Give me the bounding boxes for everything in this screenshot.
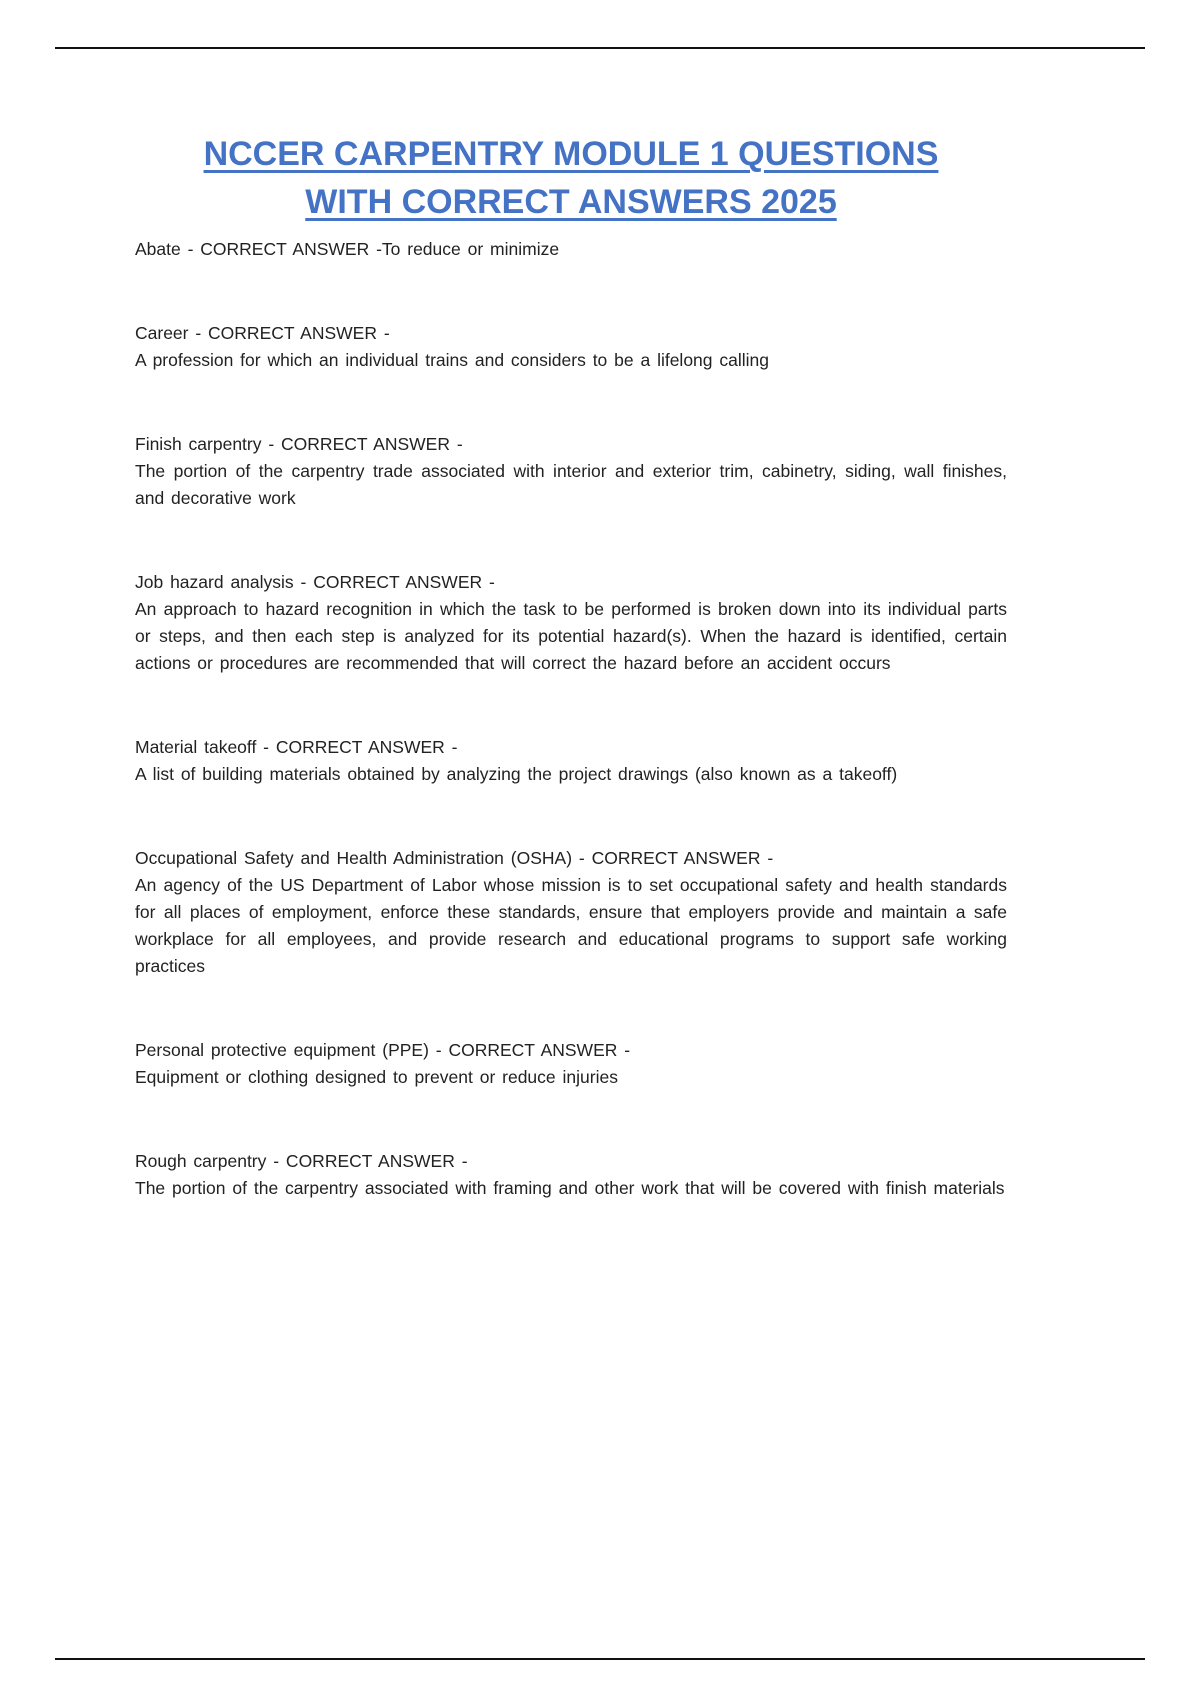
qa-entry: [135, 845, 1007, 980]
qa-term-line: Career - CORRECT ANSWER -: [135, 323, 390, 343]
qa-term-line: Rough carpentry - CORRECT ANSWER -: [135, 1151, 468, 1171]
footer-rule: [55, 1658, 1145, 1660]
qa-entry: [135, 569, 1007, 677]
page-title: [135, 130, 1007, 226]
qa-entry: [135, 236, 1007, 263]
qa-term-line: Finish carpentry - CORRECT ANSWER -: [135, 434, 463, 454]
qa-answer-text: An agency of the US Department of Labor whose mission is to set occupational safety and health standards for all places of employment, enforce these standards, ensure that employers provide and maintain a safe workplace for all employees, and provide research and educational programs to support safe working practices: [135, 875, 1007, 976]
qa-answer-text: An approach to hazard recognition in which the task to be performed is broken down into its individual parts or steps, and then each step is analyzed for its potential hazard(s). When the hazard is identified, certain actions or procedures are recommended that will correct the hazard before an accident occurs: [135, 599, 1007, 673]
qa-entry: [135, 1148, 1007, 1202]
qa-entry: [135, 1037, 1007, 1091]
qa-entry: [135, 320, 1007, 374]
qa-answer-text: The portion of the carpentry trade associated with interior and exterior trim, cabinetry, siding, wall finishes, and decorative work: [135, 461, 1007, 508]
qa-answer-text: Equipment or clothing designed to prevent or reduce injuries: [135, 1067, 618, 1087]
qa-entry: [135, 431, 1007, 512]
page-content: [135, 0, 1007, 1259]
qa-answer-text: A profession for which an individual trains and considers to be a lifelong calling: [135, 350, 769, 370]
page-title-line1: NCCER CARPENTRY MODULE 1 QUESTIONS: [203, 135, 939, 173]
qa-answer-text: The portion of the carpentry associated with framing and other work that will be covered with finish materials: [135, 1178, 1005, 1198]
qa-term-line: Abate - CORRECT ANSWER -To reduce or minimize: [135, 239, 560, 259]
qa-entry: [135, 734, 1007, 788]
page-title-line2: WITH CORRECT ANSWERS 2025: [305, 183, 837, 221]
qa-term-line: Occupational Safety and Health Administration (OSHA) - CORRECT ANSWER -: [135, 848, 774, 868]
qa-answer-text: A list of building materials obtained by analyzing the project drawings (also known as a takeoff): [135, 764, 898, 784]
qa-term-line: Personal protective equipment (PPE) - CORRECT ANSWER -: [135, 1040, 631, 1060]
qa-term-line: Job hazard analysis - CORRECT ANSWER -: [135, 572, 495, 592]
qa-term-line: Material takeoff - CORRECT ANSWER -: [135, 737, 458, 757]
